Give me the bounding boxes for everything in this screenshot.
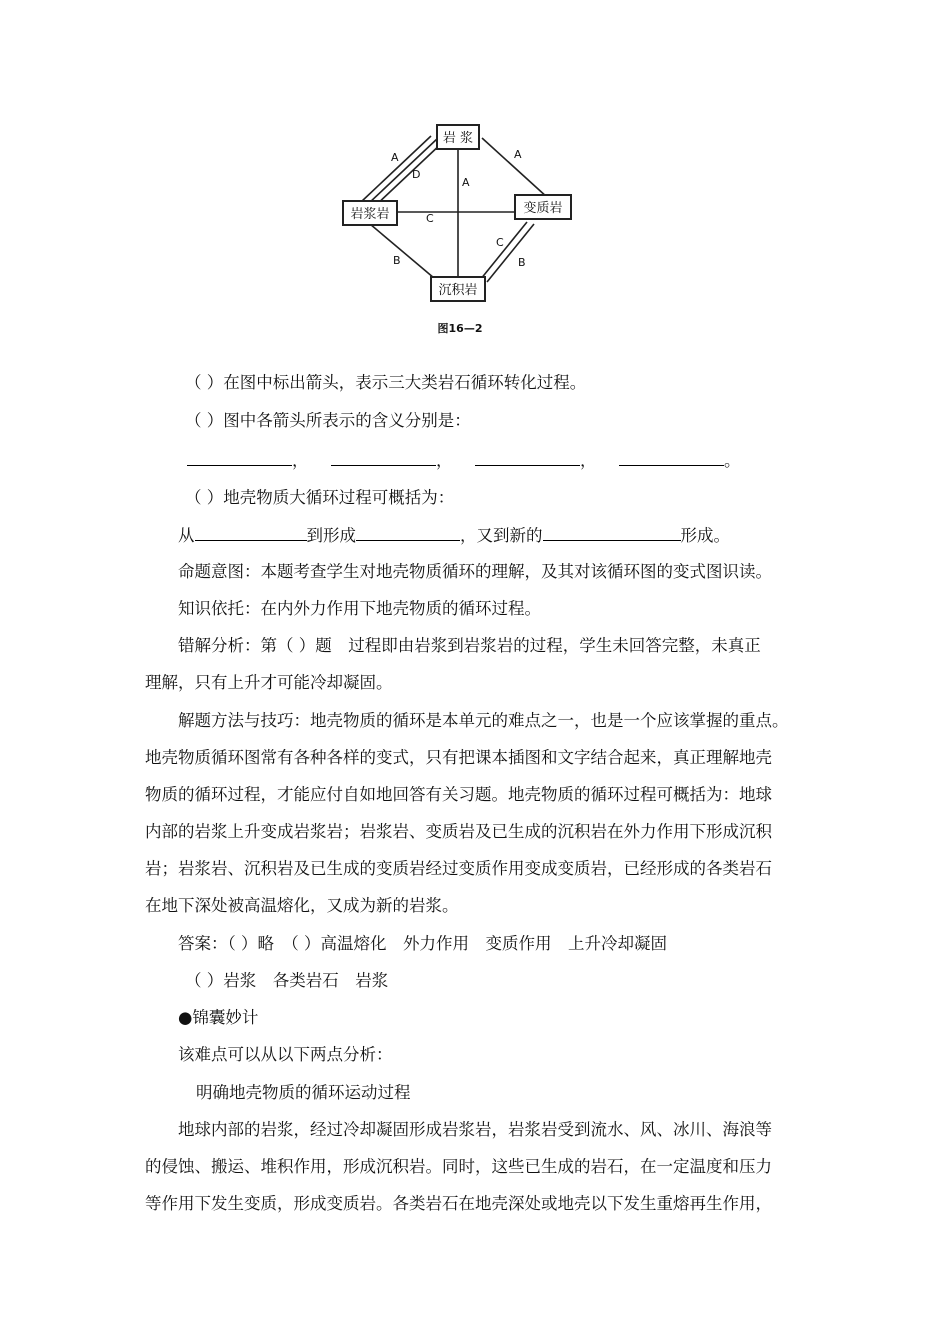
basis-text: 知识依托：在内外力作用下地壳物质的循环过程。 [178, 599, 541, 618]
blank-7[interactable] [543, 525, 681, 541]
separator: ， [436, 451, 453, 470]
tips-intro: 该难点可以从以下两点分析： [178, 1045, 393, 1064]
edge-label-c-right: C [496, 236, 504, 249]
tips-body-line-1: 地球内部的岩浆，经过冷却凝固形成岩浆岩，岩浆岩受到流水、风、冰川、海浪等 [178, 1120, 772, 1139]
node-magma: 岩 浆 [436, 124, 480, 150]
edge-label-a-right: A [514, 148, 522, 161]
error-analysis-line-2: 理解，只有上升才可能冷却凝固。 [145, 673, 393, 692]
answer-line-1: 答案：（ ）略 （ ）高温熔化 外力作用 变质作用 上升冷却凝固 [178, 934, 667, 953]
separator: ， [580, 451, 597, 470]
method-line-4: 内部的岩浆上升变成岩浆岩；岩浆岩、变质岩及已生成的沉积岩在外力作用下形成沉积 [145, 822, 772, 841]
edge-label-a-center: A [462, 176, 470, 189]
answer-line-2: （ ）岩浆 各类岩石 岩浆 [185, 971, 389, 990]
node-sedimentary: 沉积岩 [430, 276, 486, 302]
edge-label-c-center: C [426, 212, 434, 225]
question-2: （ ）图中各箭头所表示的含义分别是： [185, 411, 471, 430]
to-text: 到形成 [306, 526, 356, 545]
method-line-1: 解题方法与技巧：地壳物质的循环是本单元的难点之一，也是一个应该掌握的重点。 [178, 711, 789, 730]
blank-1[interactable] [187, 450, 292, 466]
method-line-5: 岩；岩浆岩、沉积岩及已生成的变质岩经过变质作用变成变质岩，已经形成的各类岩石 [145, 859, 772, 878]
tips-point-1: 明确地壳物质的循环运动过程 [196, 1083, 411, 1102]
again-text: ，又到新的 [460, 526, 543, 545]
blank-2[interactable] [331, 450, 436, 466]
edge-label-a-left: A [391, 151, 399, 164]
tips-body-line-3: 等作用下发生变质，形成变质岩。各类岩石在地壳深处或地壳以下发生重熔再生作用， [145, 1194, 772, 1213]
rock-cycle-diagram [330, 118, 590, 338]
question-3: （ ）地壳物质大循环过程可概括为： [185, 488, 455, 507]
from-text: 从 [178, 526, 195, 545]
blank-4[interactable] [619, 450, 724, 466]
figure-caption: 图16—2 [437, 322, 483, 335]
node-metamorphic: 变质岩 [514, 194, 572, 220]
question-3-blanks [178, 525, 950, 546]
method-line-3: 物质的循环过程，才能应付自如地回答有关习题。地壳物质的循环过程可概括为：地球 [145, 785, 772, 804]
end-text: 形成。 [680, 526, 730, 545]
method-line-6: 在地下深处被高温熔化，又成为新的岩浆。 [145, 896, 459, 915]
blank-5[interactable] [195, 525, 307, 541]
node-igneous: 岩浆岩 [342, 200, 398, 226]
method-line-2: 地壳物质循环图常有各种各样的变式，只有把课本插图和文字结合起来，真正理解地壳 [145, 748, 772, 767]
intent-text: 命题意图：本题考查学生对地壳物质循环的理解，及其对该循环图的变式图识读。 [178, 562, 772, 581]
error-analysis-line-1: 错解分析：第（ ）题 过程即由岩浆到岩浆岩的过程，学生未回答完整，未真正 [178, 636, 761, 655]
separator: ， [292, 451, 309, 470]
question-2-blanks [187, 450, 950, 471]
edge-label-b-right: B [518, 256, 526, 269]
blank-6[interactable] [356, 525, 460, 541]
edge-label-b-left: B [393, 254, 401, 267]
blank-3[interactable] [475, 450, 580, 466]
tips-body-line-2: 的侵蚀、搬运、堆积作用，形成沉积岩。同时，这些已生成的岩石，在一定温度和压力 [145, 1157, 772, 1176]
end-mark: 。 [724, 451, 741, 470]
tips-heading: ●锦囊妙计 [178, 1008, 259, 1027]
edge-label-d: D [412, 168, 421, 181]
question-1: （ ）在图中标出箭头，表示三大类岩石循环转化过程。 [185, 373, 587, 392]
